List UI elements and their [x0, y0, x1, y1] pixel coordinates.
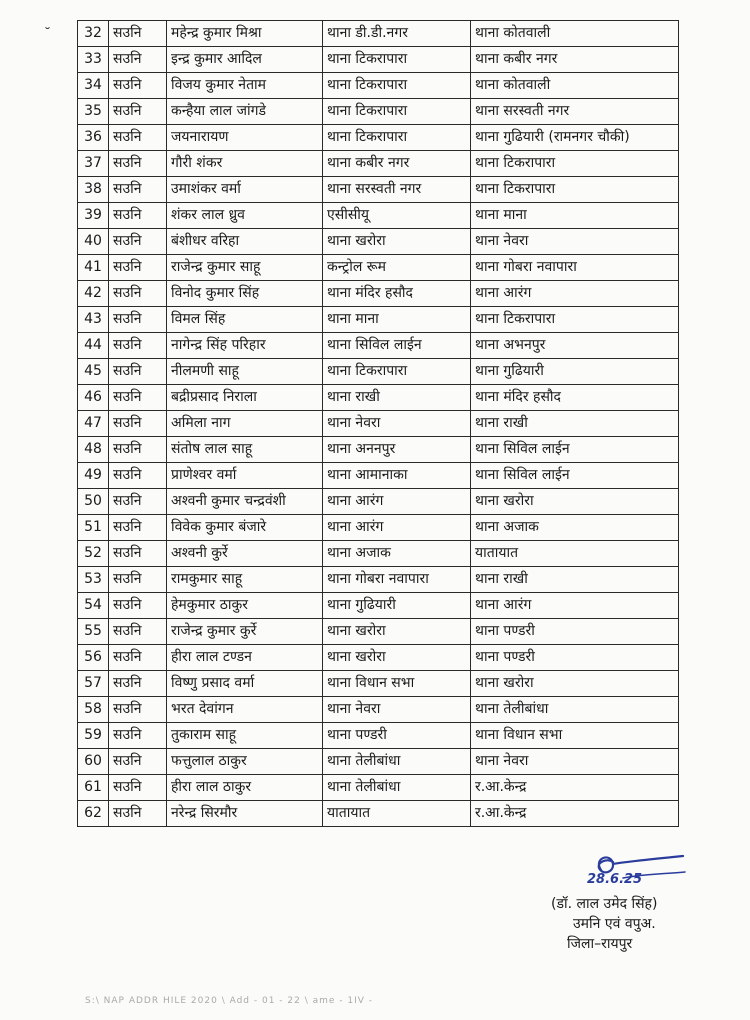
officer-name: (डॉ. लाल उमेद सिंह) — [551, 896, 658, 912]
table-row — [78, 567, 679, 593]
rank-cell: सउनि — [109, 125, 167, 151]
serial-cell: 38 — [78, 177, 109, 203]
serial-cell: 35 — [78, 99, 109, 125]
name-cell: फत्तुलाल ठाकुर — [167, 749, 323, 775]
name-cell: हीरा लाल ठाकुर — [167, 775, 323, 801]
from-station-cell: यातायात — [323, 801, 471, 827]
from-station-cell: थाना विधान सभा — [323, 671, 471, 697]
serial-cell: 44 — [78, 333, 109, 359]
rank-cell: सउनि — [109, 229, 167, 255]
rank-cell: सउनि — [109, 333, 167, 359]
table-row — [78, 125, 679, 151]
table-row — [78, 229, 679, 255]
rank-cell: सउनि — [109, 671, 167, 697]
serial-cell: 52 — [78, 541, 109, 567]
to-station-cell: थाना विधान सभा — [471, 723, 679, 749]
rank-cell: सउनि — [109, 21, 167, 47]
to-station-cell: थाना पण्डरी — [471, 645, 679, 671]
serial-cell: 58 — [78, 697, 109, 723]
serial-cell: 49 — [78, 463, 109, 489]
to-station-cell: थाना टिकरापारा — [471, 177, 679, 203]
serial-cell: 43 — [78, 307, 109, 333]
name-cell: अश्वनी कुमार चन्द्रवंशी — [167, 489, 323, 515]
table-row — [78, 47, 679, 73]
rank-cell: सउनि — [109, 541, 167, 567]
name-cell: अमिला नाग — [167, 411, 323, 437]
from-station-cell: थाना कबीर नगर — [323, 151, 471, 177]
from-station-cell: थाना तेलीबांधा — [323, 749, 471, 775]
serial-cell: 59 — [78, 723, 109, 749]
from-station-cell: थाना टिकरापारा — [323, 73, 471, 99]
name-cell: हेमकुमार ठाकुर — [167, 593, 323, 619]
rank-cell: सउनि — [109, 73, 167, 99]
to-station-cell: थाना कोतवाली — [471, 73, 679, 99]
name-cell: अश्वनी कुर्रे — [167, 541, 323, 567]
rank-cell: सउनि — [109, 411, 167, 437]
table-row — [78, 333, 679, 359]
rank-cell: सउनि — [109, 385, 167, 411]
name-cell: विष्णु प्रसाद वर्मा — [167, 671, 323, 697]
serial-cell: 47 — [78, 411, 109, 437]
to-station-cell: थाना सरस्वती नगर — [471, 99, 679, 125]
from-station-cell: थाना टिकरापारा — [323, 125, 471, 151]
name-cell: विनोद कुमार सिंह — [167, 281, 323, 307]
name-cell: विवेक कुमार बंजारे — [167, 515, 323, 541]
to-station-cell: थाना सिविल लाईन — [471, 437, 679, 463]
table-row — [78, 671, 679, 697]
table-row — [78, 515, 679, 541]
rank-cell: सउनि — [109, 749, 167, 775]
to-station-cell: थाना खरोरा — [471, 671, 679, 697]
table-row — [78, 463, 679, 489]
transfer-table — [77, 20, 679, 827]
to-station-cell: थाना नेवरा — [471, 749, 679, 775]
rank-cell: सउनि — [109, 593, 167, 619]
table-row — [78, 775, 679, 801]
rank-cell: सउनि — [109, 99, 167, 125]
to-station-cell: थाना सिविल लाईन — [471, 463, 679, 489]
page-footer: S:\ NAP ADDR HILE 2020 \ Add - 01 - 22 \ ame - 1IV - — [85, 996, 374, 1006]
from-station-cell: थाना आरंग — [323, 515, 471, 541]
rank-cell: सउनि — [109, 47, 167, 73]
rank-cell: सउनि — [109, 697, 167, 723]
rank-cell: सउनि — [109, 255, 167, 281]
to-station-cell: थाना आरंग — [471, 593, 679, 619]
name-cell: गौरी शंकर — [167, 151, 323, 177]
rank-cell: सउनि — [109, 437, 167, 463]
rank-cell: सउनि — [109, 359, 167, 385]
table-row — [78, 749, 679, 775]
serial-cell: 51 — [78, 515, 109, 541]
name-cell: बद्रीप्रसाद निराला — [167, 385, 323, 411]
table-row — [78, 541, 679, 567]
name-cell: उमाशंकर वर्मा — [167, 177, 323, 203]
from-station-cell: थाना आरंग — [323, 489, 471, 515]
serial-cell: 32 — [78, 21, 109, 47]
from-station-cell: थाना गोबरा नवापारा — [323, 567, 471, 593]
to-station-cell: थाना टिकरापारा — [471, 307, 679, 333]
to-station-cell: थाना राखी — [471, 567, 679, 593]
serial-cell: 56 — [78, 645, 109, 671]
name-cell: कन्हैया लाल जांगडे — [167, 99, 323, 125]
table-row — [78, 177, 679, 203]
serial-cell: 60 — [78, 749, 109, 775]
from-station-cell: थाना टिकरापारा — [323, 47, 471, 73]
to-station-cell: थाना अजाक — [471, 515, 679, 541]
name-cell: विमल सिंह — [167, 307, 323, 333]
to-station-cell: थाना खरोरा — [471, 489, 679, 515]
rank-cell: सउनि — [109, 177, 167, 203]
to-station-cell: थाना माना — [471, 203, 679, 229]
from-station-cell: थाना अननपुर — [323, 437, 471, 463]
rank-cell: सउनि — [109, 775, 167, 801]
rank-cell: सउनि — [109, 515, 167, 541]
to-station-cell: थाना आरंग — [471, 281, 679, 307]
from-station-cell: थाना अजाक — [323, 541, 471, 567]
table-row — [78, 281, 679, 307]
to-station-cell: यातायात — [471, 541, 679, 567]
name-cell: जयनारायण — [167, 125, 323, 151]
rank-cell: सउनि — [109, 151, 167, 177]
to-station-cell: थाना पण्डरी — [471, 619, 679, 645]
from-station-cell: थाना खरोरा — [323, 645, 471, 671]
transfer-table-body — [78, 21, 679, 827]
table-row — [78, 411, 679, 437]
name-cell: नरेन्द्र सिरमौर — [167, 801, 323, 827]
from-station-cell: थाना टिकरापारा — [323, 359, 471, 385]
name-cell: नीलमणी साहू — [167, 359, 323, 385]
from-station-cell: थाना टिकरापारा — [323, 99, 471, 125]
rank-cell: सउनि — [109, 307, 167, 333]
serial-cell: 34 — [78, 73, 109, 99]
name-cell: हीरा लाल टण्डन — [167, 645, 323, 671]
officer-district: जिला–रायपुर — [567, 936, 633, 952]
name-cell: बंशीधर वरिहा — [167, 229, 323, 255]
name-cell: तुकाराम साहू — [167, 723, 323, 749]
from-station-cell: थाना खरोरा — [323, 619, 471, 645]
rank-cell: सउनि — [109, 281, 167, 307]
rank-cell: सउनि — [109, 567, 167, 593]
to-station-cell: थाना अभनपुर — [471, 333, 679, 359]
to-station-cell: थाना मंदिर हसौद — [471, 385, 679, 411]
to-station-cell: थाना गुढियारी (रामनगर चौकी) — [471, 125, 679, 151]
to-station-cell: र.आ.केन्द्र — [471, 801, 679, 827]
name-cell: संतोष लाल साहू — [167, 437, 323, 463]
name-cell: इन्द्र कुमार आदिल — [167, 47, 323, 73]
serial-cell: 36 — [78, 125, 109, 151]
to-station-cell: थाना गोबरा नवापारा — [471, 255, 679, 281]
serial-cell: 62 — [78, 801, 109, 827]
rank-cell: सउनि — [109, 723, 167, 749]
serial-cell: 33 — [78, 47, 109, 73]
rank-cell: सउनि — [109, 619, 167, 645]
from-station-cell: थाना नेवरा — [323, 697, 471, 723]
to-station-cell: थाना राखी — [471, 411, 679, 437]
serial-cell: 46 — [78, 385, 109, 411]
from-station-cell: थाना तेलीबांधा — [323, 775, 471, 801]
from-station-cell: कन्ट्रोल रूम — [323, 255, 471, 281]
from-station-cell: थाना डी.डी.नगर — [323, 21, 471, 47]
from-station-cell: थाना सरस्वती नगर — [323, 177, 471, 203]
table-row — [78, 723, 679, 749]
serial-cell: 48 — [78, 437, 109, 463]
serial-cell: 45 — [78, 359, 109, 385]
corner-mark: ˘ — [44, 26, 51, 42]
to-station-cell: थाना तेलीबांधा — [471, 697, 679, 723]
serial-cell: 55 — [78, 619, 109, 645]
table-row — [78, 619, 679, 645]
name-cell: रामकुमार साहू — [167, 567, 323, 593]
from-station-cell: थाना माना — [323, 307, 471, 333]
table-row — [78, 255, 679, 281]
name-cell: भरत देवांगन — [167, 697, 323, 723]
name-cell: विजय कुमार नेताम — [167, 73, 323, 99]
table-row — [78, 645, 679, 671]
table-row — [78, 801, 679, 827]
table-row — [78, 697, 679, 723]
name-cell: शंकर लाल ध्रुव — [167, 203, 323, 229]
from-station-cell: एसीसीयू — [323, 203, 471, 229]
from-station-cell: थाना गुढियारी — [323, 593, 471, 619]
table-row — [78, 21, 679, 47]
name-cell: नागेन्द्र सिंह परिहार — [167, 333, 323, 359]
from-station-cell: थाना खरोरा — [323, 229, 471, 255]
rank-cell: सउनि — [109, 203, 167, 229]
table-row — [78, 203, 679, 229]
table-row — [78, 385, 679, 411]
officer-designation: उमनि एवं वपुअ. — [573, 916, 656, 932]
rank-cell: सउनि — [109, 801, 167, 827]
table-row — [78, 359, 679, 385]
table-row — [78, 307, 679, 333]
name-cell: प्राणेश्वर वर्मा — [167, 463, 323, 489]
serial-cell: 42 — [78, 281, 109, 307]
from-station-cell: थाना पण्डरी — [323, 723, 471, 749]
name-cell: राजेन्द्र कुमार साहू — [167, 255, 323, 281]
rank-cell: सउनि — [109, 489, 167, 515]
from-station-cell: थाना नेवरा — [323, 411, 471, 437]
table-row — [78, 593, 679, 619]
serial-cell: 37 — [78, 151, 109, 177]
serial-cell: 41 — [78, 255, 109, 281]
table-row — [78, 73, 679, 99]
to-station-cell: थाना टिकरापारा — [471, 151, 679, 177]
from-station-cell: थाना आमानाका — [323, 463, 471, 489]
table-row — [78, 489, 679, 515]
serial-cell: 39 — [78, 203, 109, 229]
from-station-cell: थाना राखी — [323, 385, 471, 411]
rank-cell: सउनि — [109, 463, 167, 489]
to-station-cell: थाना कबीर नगर — [471, 47, 679, 73]
serial-cell: 57 — [78, 671, 109, 697]
serial-cell: 61 — [78, 775, 109, 801]
table-row — [78, 151, 679, 177]
serial-cell: 40 — [78, 229, 109, 255]
table-row — [78, 437, 679, 463]
name-cell: राजेन्द्र कुमार कुर्रे — [167, 619, 323, 645]
table-row — [78, 99, 679, 125]
to-station-cell: र.आ.केन्द्र — [471, 775, 679, 801]
serial-cell: 54 — [78, 593, 109, 619]
handwritten-date: 28.6.25 — [587, 872, 643, 887]
from-station-cell: थाना मंदिर हसौद — [323, 281, 471, 307]
serial-cell: 50 — [78, 489, 109, 515]
serial-cell: 53 — [78, 567, 109, 593]
to-station-cell: थाना नेवरा — [471, 229, 679, 255]
name-cell: महेन्द्र कुमार मिश्रा — [167, 21, 323, 47]
to-station-cell: थाना गुढियारी — [471, 359, 679, 385]
from-station-cell: थाना सिविल लाईन — [323, 333, 471, 359]
to-station-cell: थाना कोतवाली — [471, 21, 679, 47]
rank-cell: सउनि — [109, 645, 167, 671]
